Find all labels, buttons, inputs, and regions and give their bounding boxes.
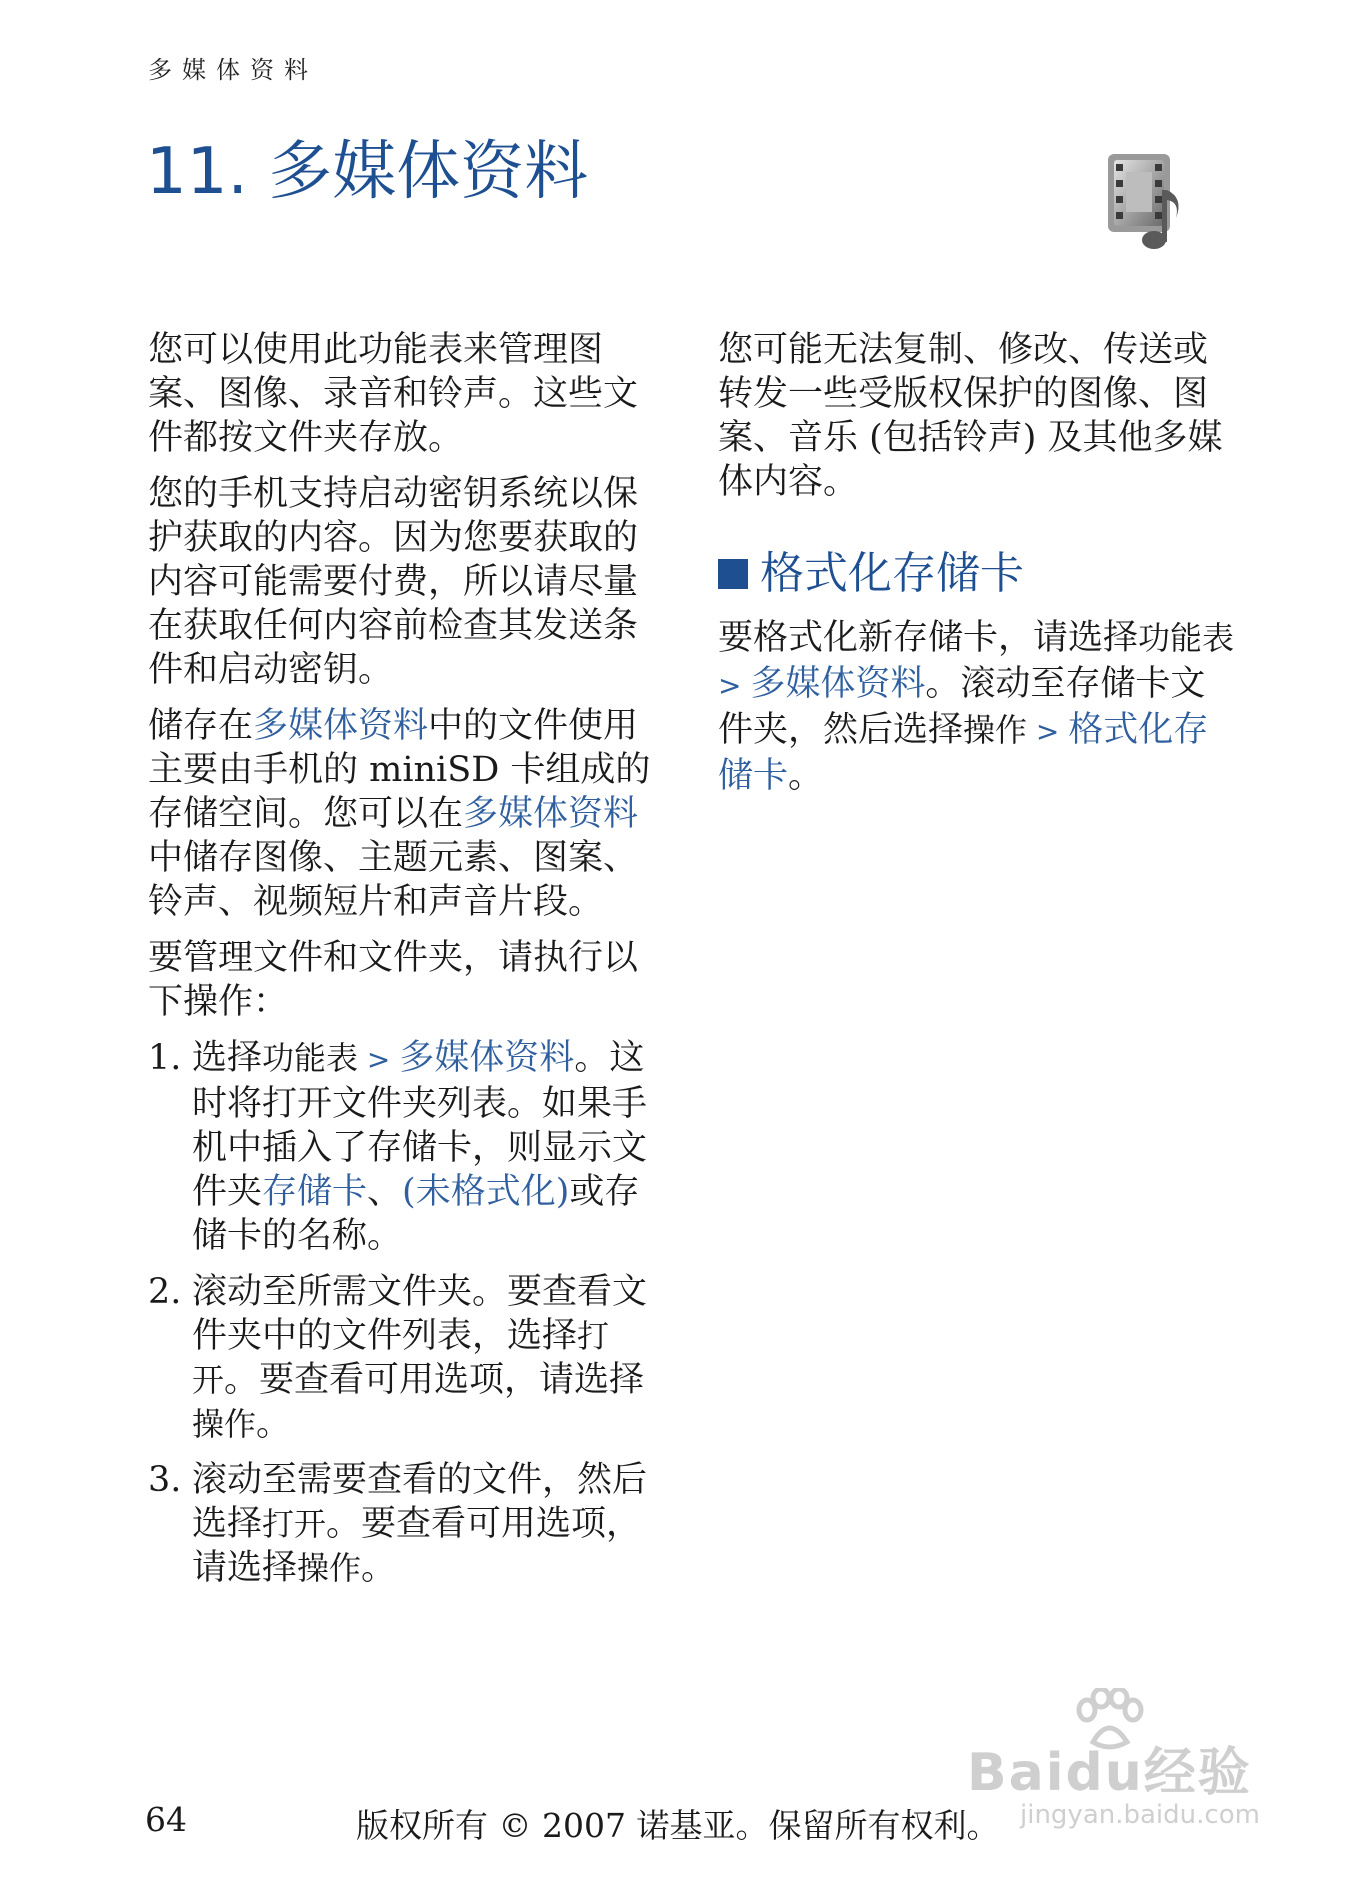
memory-card-link[interactable]: 存储卡	[262, 1172, 368, 1212]
step-number: 3.	[148, 1460, 182, 1500]
menu-separator: >	[1027, 715, 1069, 748]
watermark-url: jingyan.baidu.com	[1020, 1800, 1260, 1830]
text-segment: 要格式化新存储卡，请选择	[718, 618, 1139, 658]
gallery-film-icon	[1102, 150, 1192, 260]
section-title-text: 格式化存储卡	[760, 548, 1024, 599]
text-segment: 。	[256, 1404, 292, 1444]
list-item	[148, 1458, 668, 1590]
format-card-link[interactable]: 格式化存储卡	[718, 710, 1209, 796]
step-number: 1.	[148, 1038, 182, 1078]
chapter-title: 11. 多媒体资料	[146, 135, 589, 209]
page-number: 64	[145, 1800, 187, 1839]
step-number: 2.	[148, 1272, 182, 1312]
menu-item-options[interactable]: 操作	[963, 711, 1028, 749]
unformatted-link[interactable]: (未格式化)	[402, 1172, 570, 1212]
text-segment: 滚动至需要查看的文件，然后选择	[192, 1460, 648, 1544]
text-segment: 中的文件使用主要由手机的 miniSD 卡组成的存储空间。您可以在	[148, 706, 651, 834]
text-segment: 滚动至所需文件夹。要查看文件夹中的文件列表，选择	[192, 1272, 648, 1356]
intro-paragraph: 您可以使用此功能表来管理图案、图像、录音和铃声。这些文件都按文件夹存放。	[148, 330, 639, 458]
manage-intro-paragraph: 要管理文件和文件夹，请执行以下操作：	[148, 938, 639, 1022]
gallery-link[interactable]: 多媒体资料	[750, 664, 926, 704]
format-paragraph	[718, 616, 1238, 798]
watermark-brand: Baidu经验	[967, 1743, 1252, 1803]
text-segment: 。滚动至存储卡文件夹，然后选择	[718, 664, 1206, 750]
menu-item-options[interactable]: 操作	[297, 1549, 362, 1587]
text-segment: 。要查看可用选项，请选择	[224, 1360, 645, 1400]
menu-item-open[interactable]: 打开	[192, 1317, 610, 1399]
storage-paragraph	[148, 704, 668, 924]
copyright-text: 版权所有 © 2007 诺基亚。保留所有权利。	[356, 1806, 1000, 1845]
menu-separator: >	[358, 1043, 400, 1076]
text-segment: 或存储卡的名称。	[192, 1172, 640, 1256]
list-item	[148, 1270, 668, 1446]
text-segment: 。要查看可用选项，请选择	[192, 1504, 642, 1588]
text-segment: 。	[788, 756, 824, 796]
menu-item-menu[interactable]: 功能表	[262, 1039, 359, 1077]
menu-item-menu[interactable]: 功能表	[1138, 619, 1235, 657]
drm-paragraph: 您的手机支持启动密钥系统以保护获取的内容。因为您要获取的内容可能需要付费，所以请尽量在获取任何内容前检查其发送条件和启动密钥。	[148, 474, 639, 690]
gallery-link[interactable]: 多媒体资料	[399, 1038, 575, 1078]
right-column	[718, 328, 1238, 810]
text-segment: 。这时将打开文件夹列表。如果手机中插入了存储卡，则显示文件夹	[192, 1038, 648, 1212]
left-column	[148, 328, 668, 1602]
copyright-notice-paragraph: 您可能无法复制、修改、传送或转发一些受版权保护的图像、图案、音乐 (包括铃声) 及其他多媒体内容。	[718, 330, 1223, 502]
text-segment: 。	[361, 1548, 397, 1588]
menu-separator: >	[718, 669, 751, 702]
menu-item-open[interactable]: 打开	[262, 1505, 327, 1543]
text-segment: 选择	[192, 1038, 263, 1078]
text-segment: 中储存图像、主题元素、图案、铃声、视频短片和声音片段。	[148, 838, 639, 922]
menu-item-options[interactable]: 操作	[192, 1405, 257, 1443]
gallery-link[interactable]: 多媒体资料	[253, 706, 429, 746]
list-item	[148, 1036, 668, 1258]
running-header: 多媒体资料	[148, 56, 318, 84]
baidu-watermark	[965, 1688, 1295, 1838]
text-segment: 、	[367, 1172, 403, 1212]
steps-list	[148, 1036, 668, 1590]
text-segment: 储存在	[148, 706, 254, 746]
section-title	[718, 546, 1238, 602]
section-square-icon	[718, 559, 748, 589]
gallery-link[interactable]: 多媒体资料	[463, 794, 639, 834]
